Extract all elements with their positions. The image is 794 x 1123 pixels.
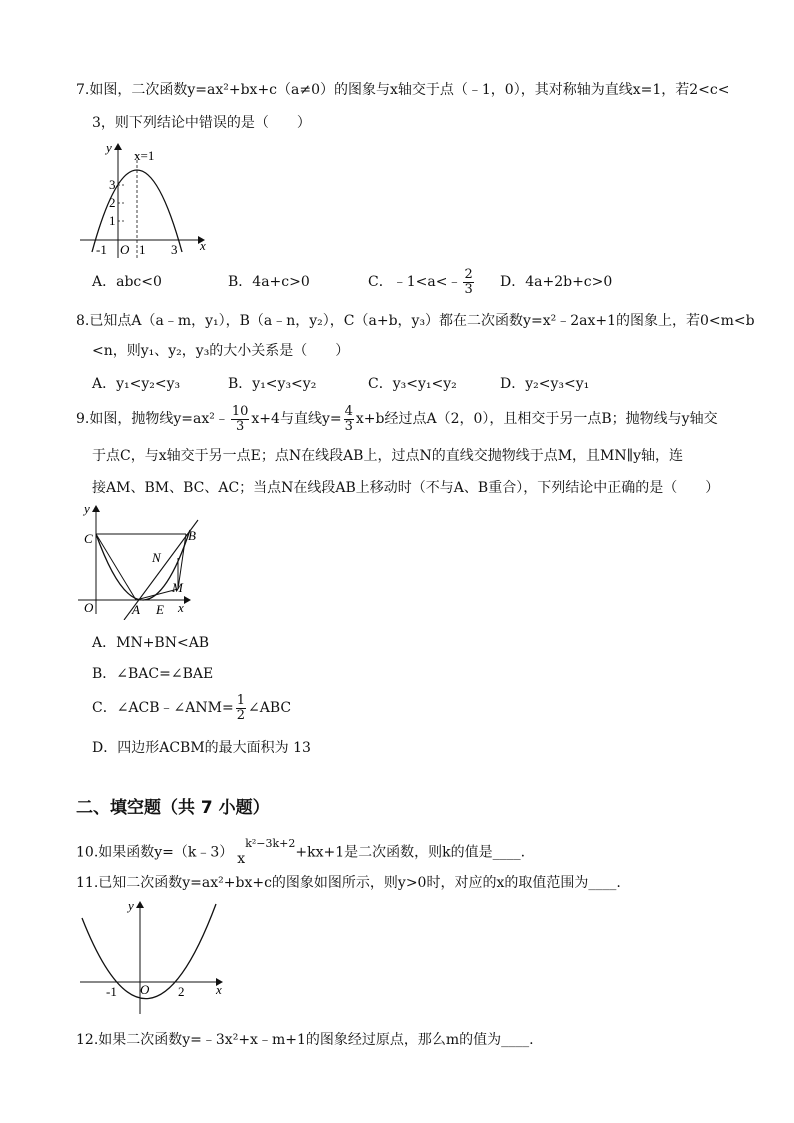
q7-option-c-fraction: $\frac{2}{3}$ (464, 266, 473, 297)
q10-text (76, 837, 526, 867)
q11-xtick-2: 2 (178, 984, 185, 999)
q7-axis-label: x=1 (134, 148, 155, 163)
q9-y-label: y (84, 502, 90, 516)
q10-exponent: k²−3k+2 (245, 837, 296, 850)
q9-option-c-fraction: $\frac{1}{2}$ (236, 692, 245, 723)
q8-option-c[interactable]: C．y₃<y₁<y₂ (368, 376, 457, 392)
q9-fraction-4-3: $\frac{4}{3}$ (344, 403, 353, 434)
q11-parabola-graph (76, 896, 226, 1018)
q9-line1-part-c: x+b经过点A（2，0），且相交于另一点B；抛物线与y轴交 (355, 411, 718, 427)
q11-y-label: y (128, 898, 134, 913)
q10-text-post: +kx+1是二次函数，则k的值是____. (295, 844, 526, 861)
q7-tick-1: 1 (109, 213, 116, 228)
q8-line2: <n，则y₁、y₂，y₃的大小关系是（ ） (92, 343, 350, 359)
q10-text-pre: 10.如果函数y=（k﹣3） (76, 844, 234, 861)
q7-line1: 7.如图，二次函数y=ax²+bx+c（a≠0）的图象与x轴交于点（﹣1，0），其对称轴为直线x=1，若2<c< (76, 82, 730, 98)
q9-point-M: M (172, 580, 183, 595)
q9-option-c-pre: C．∠ACB﹣∠ANM= (92, 700, 234, 716)
q11-origin: O (140, 982, 150, 997)
q11-xtick-neg1: -1 (106, 984, 117, 999)
q9-origin: O (84, 600, 94, 615)
q9-point-A: A (132, 602, 140, 617)
q9-option-b[interactable]: B．∠BAC=∠BAE (92, 666, 214, 682)
q7-xtick-1: 1 (139, 242, 146, 257)
q9-option-c-post: ∠ABC (248, 700, 292, 716)
q7-option-d[interactable]: D．4a+2b+c>0 (500, 274, 613, 290)
q9-fraction-10-3: $\frac{10}{3}$ (231, 403, 249, 434)
q9-point-E: E (156, 602, 164, 617)
q7-tick-2: 2 (109, 195, 116, 210)
q9-segment-AC (96, 534, 136, 600)
q11-text: 11.已知二次函数y=ax²+bx+c的图象如图所示，则y>0时，对应的x的取值范围为____. (76, 875, 621, 891)
q9-x-label: x (178, 600, 184, 615)
q10-base: x (237, 850, 246, 867)
q11-x-label: x (216, 982, 222, 997)
q7-line2: 3，则下列结论中错误的是（ ） (92, 115, 311, 131)
q9-option-d[interactable]: D．四边形ACBM的最大面积为 13 (92, 740, 311, 756)
q7-parabola-graph (76, 140, 216, 262)
q12-text: 12.如果二次函数y=﹣3x²+x﹣m+1的图象经过原点，那么m的值为____. (76, 1032, 534, 1048)
q7-xtick-3: 3 (171, 242, 178, 257)
q9-option-a[interactable]: A．MN+BN<AB (92, 635, 210, 651)
section-heading-fill-in: 二、填空题（共 7 小题） (76, 798, 270, 818)
q9-parabola-line-graph (74, 502, 204, 620)
q7-option-c-text: C．﹣1<a<﹣ (368, 274, 462, 290)
q9-line2: 于点C，与x轴交于另一点E；点N在线段AB上，过点N的直线交抛物线于点M，且MN∥y轴，连 (92, 448, 684, 464)
q7-tick-3: 3 (109, 177, 116, 192)
q7-option-a[interactable]: A．abc<0 (92, 274, 162, 290)
q8-line1: 8.已知点A（a﹣m，y₁），B（a﹣n，y₂），C（a+b，y₃）都在二次函数y=x²﹣2ax+1的图象上，若0<m<b (76, 313, 755, 329)
q8-option-a[interactable]: A．y₁<y₂<y₃ (92, 376, 181, 392)
q9-point-C: C (84, 531, 93, 546)
q7-origin: O (120, 242, 130, 257)
q9-point-N: N (152, 550, 161, 565)
q7-option-c[interactable] (368, 264, 476, 300)
q7-option-b[interactable]: B．4a+c>0 (228, 274, 310, 290)
q9-point-B: B (188, 528, 196, 543)
q7-y-label: y (106, 140, 112, 155)
q8-option-d[interactable]: D．y₂<y₃<y₁ (500, 376, 590, 392)
q9-line1-part-b: x+4与直线y= (251, 411, 342, 427)
q9-line3: 接AM、BM、BC、AC；当点N在线段AB上移动时（不与A、B重合），下列结论中正确的是（ ） (92, 480, 720, 496)
q7-xtick-neg1: -1 (96, 242, 107, 257)
q8-option-b[interactable]: B．y₁<y₃<y₂ (228, 376, 317, 392)
q9-line1-part-a: 9.如图，抛物线y=ax²﹣ (76, 411, 229, 427)
q9-line1 (76, 401, 718, 437)
q7-x-label: x (200, 238, 206, 253)
q9-option-c[interactable] (92, 690, 291, 726)
